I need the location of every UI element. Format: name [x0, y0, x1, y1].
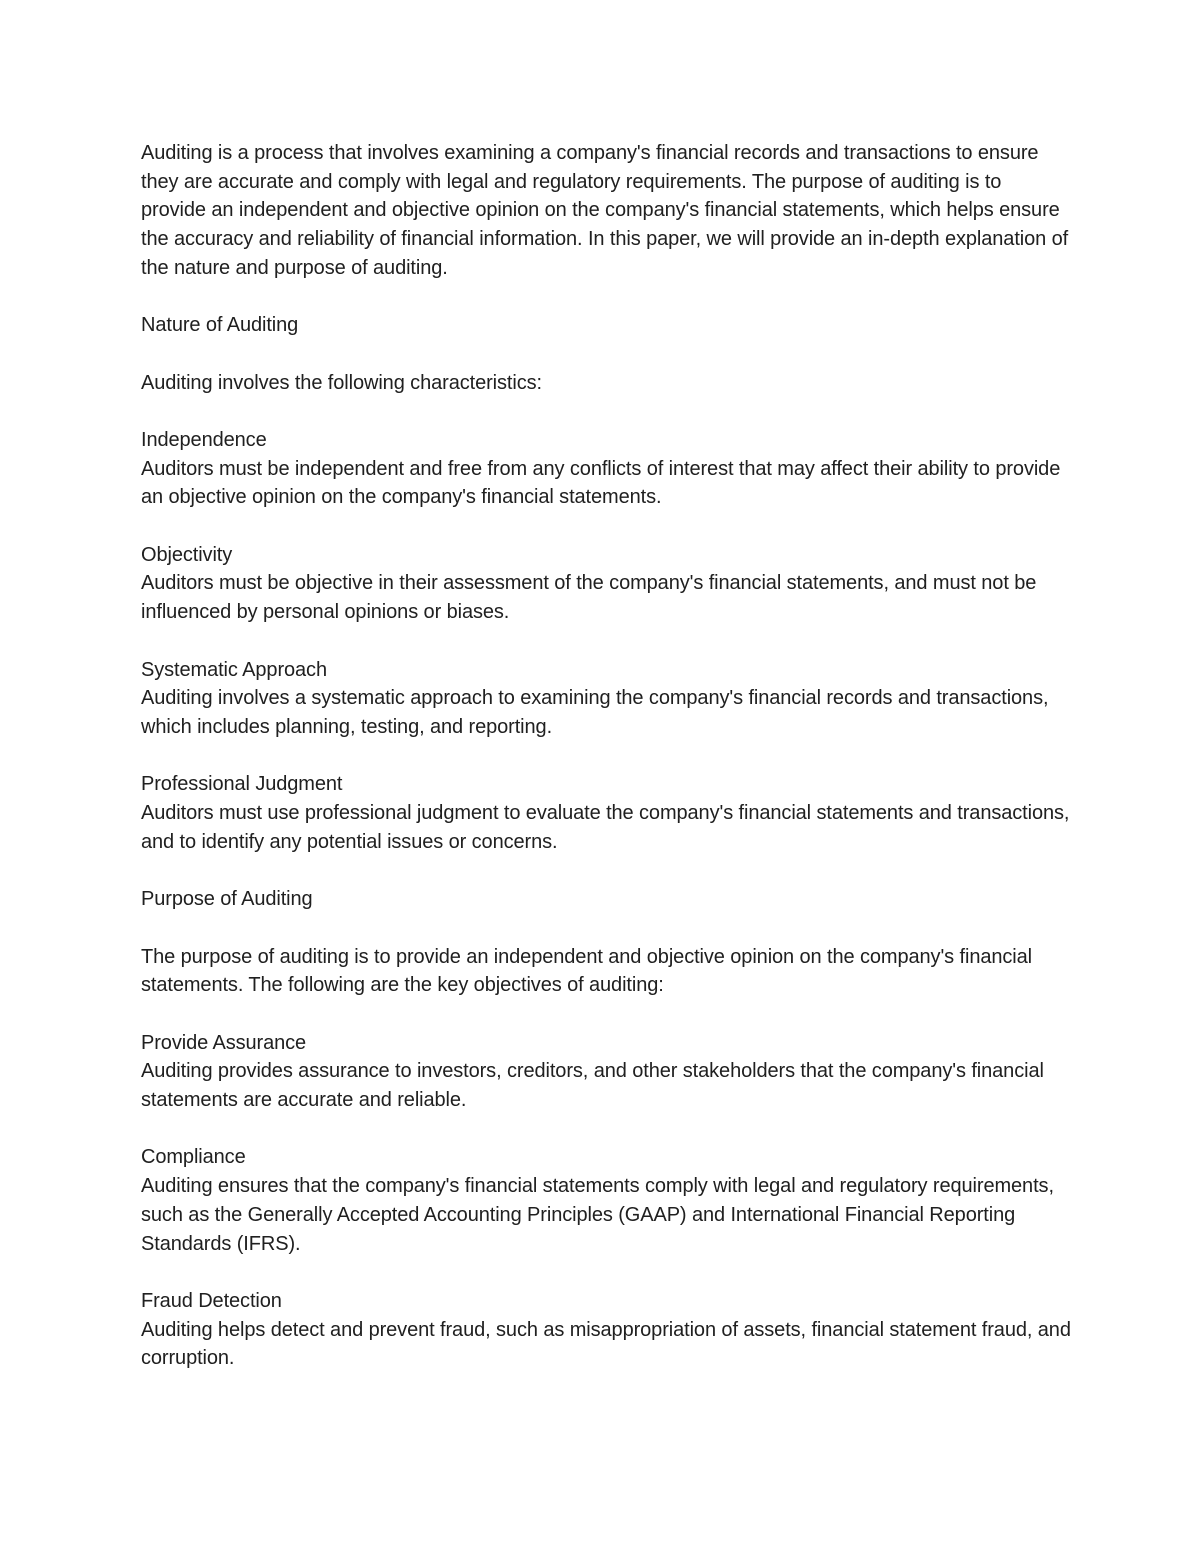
objective-text: Auditing ensures that the company's financial statements comply with legal and regulatory requirements, such as the Generally Accepted Accounting Principles (GAAP) and International Financial Reporting Standards (IFRS).	[141, 1175, 1054, 1255]
paragraph-gap	[141, 283, 1071, 312]
characteristic-text: Auditors must be independent and free from any conflicts of interest that may affect their ability to provide an objective opinion on the company's financial statements.	[141, 457, 1061, 509]
paragraph-gap	[141, 1115, 1071, 1144]
intro-paragraph: Auditing is a process that involves examining a company's financial records and transactions to ensure they are accurate and comply with legal and regulatory requirements. The purpose of auditing is to provide an independent and objective opinion on the company's financial statements, which helps ensure the accuracy and reliability of financial information. In this paper, we will provide an in-depth explanation of the nature and purpose of auditing.	[141, 142, 1069, 279]
characteristic-title: Objectivity	[141, 543, 233, 566]
paragraph-gap	[141, 742, 1071, 771]
document-body	[141, 139, 1071, 1373]
characteristic-text: Auditing involves a systematic approach to examining the company's financial records and transactions, which includes planning, testing, and reporting.	[141, 687, 1049, 738]
paragraph-gap	[141, 512, 1071, 541]
paragraph-gap	[141, 397, 1071, 426]
paragraph-gap	[141, 627, 1071, 656]
objective-text: Auditing provides assurance to investors, creditors, and other stakeholders that the company's financial statements are accurate and reliable.	[141, 1060, 1044, 1112]
characteristic-title: Professional Judgment	[141, 773, 343, 796]
paragraph-gap	[141, 1258, 1071, 1287]
purpose-lead: The purpose of auditing is to provide an independent and objective opinion on the company's financial statements. The following are the key objectives of auditing:	[141, 945, 1033, 997]
paragraph-gap	[141, 340, 1071, 369]
paragraph-gap	[141, 914, 1071, 943]
objective-text: Auditing helps detect and prevent fraud, such as misappropriation of assets, financial statement fraud, and corruption.	[141, 1318, 1071, 1370]
paragraph-gap	[141, 1000, 1071, 1029]
characteristic-text: Auditors must be objective in their assessment of the company's financial statements, and must not be influenced by personal opinions or biases.	[141, 572, 1037, 624]
characteristic-text: Auditors must use professional judgment to evaluate the company's financial statements and transactions, and to identify any potential issues or concerns.	[141, 802, 1070, 853]
objective-title: Compliance	[141, 1146, 246, 1169]
nature-heading: Nature of Auditing	[141, 314, 299, 337]
purpose-heading: Purpose of Auditing	[141, 888, 313, 911]
paragraph-gap	[141, 856, 1071, 885]
characteristic-title: Independence	[141, 428, 267, 451]
objective-title: Provide Assurance	[141, 1031, 307, 1054]
objective-title: Fraud Detection	[141, 1289, 282, 1312]
characteristic-title: Systematic Approach	[141, 658, 327, 681]
nature-lead: Auditing involves the following characteristics:	[141, 371, 542, 394]
